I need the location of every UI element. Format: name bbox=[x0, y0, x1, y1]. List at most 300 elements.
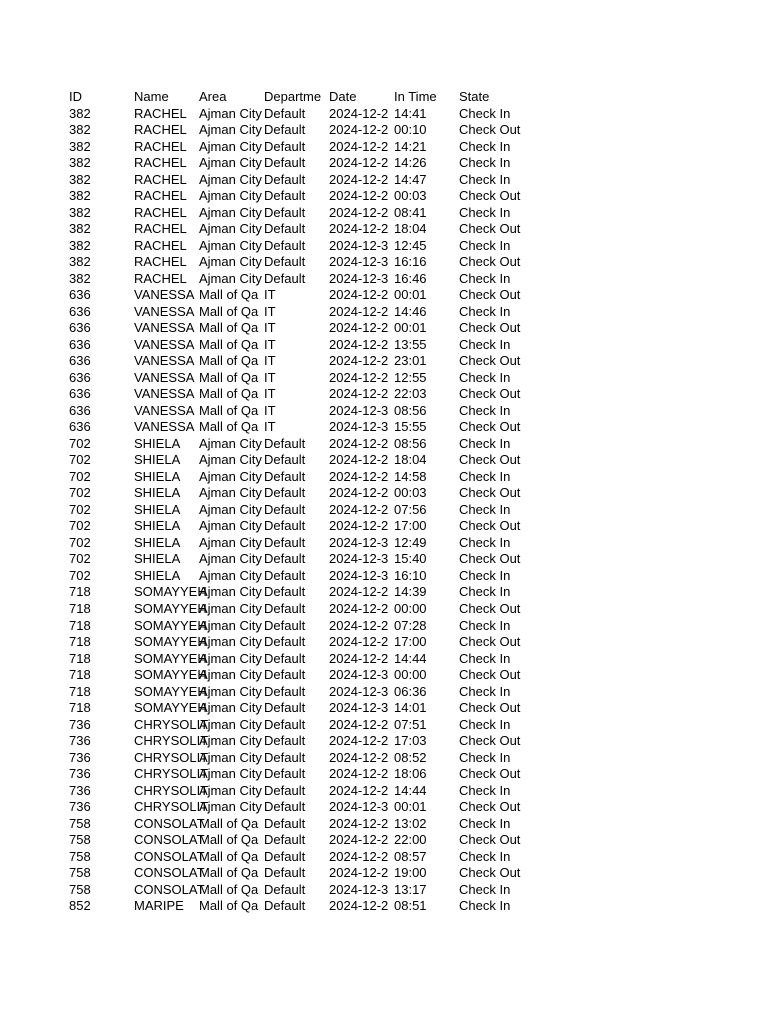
cell-in-time[interactable]: 12:49 bbox=[394, 534, 427, 550]
cell-date[interactable]: 2024-12-3 bbox=[329, 270, 389, 286]
cell-department[interactable]: Default bbox=[264, 881, 306, 897]
cell-date[interactable]: 2024-12-3 bbox=[329, 419, 389, 435]
cell-date[interactable]: 2024-12-2 bbox=[329, 766, 389, 782]
cell-department[interactable]: Default bbox=[264, 733, 306, 749]
cell-state[interactable]: Check Out bbox=[459, 600, 521, 616]
cell-department[interactable]: Default bbox=[264, 221, 306, 237]
cell-name[interactable]: VANESSA bbox=[134, 369, 195, 385]
cell-area[interactable]: Mall of Qa bbox=[199, 386, 259, 402]
cell-area[interactable]: Mall of Qa bbox=[199, 369, 259, 385]
cell-date[interactable]: 2024-12-3 bbox=[329, 700, 389, 716]
cell-department[interactable]: IT bbox=[264, 369, 276, 385]
cell-area[interactable]: Mall of Qa bbox=[199, 287, 259, 303]
cell-area[interactable]: Ajman City bbox=[199, 485, 262, 501]
cell-state[interactable]: Check In bbox=[459, 716, 511, 732]
cell-in-time[interactable]: 14:01 bbox=[394, 700, 427, 716]
cell-department[interactable]: Default bbox=[264, 138, 306, 154]
cell-date[interactable]: 2024-12-3 bbox=[329, 254, 389, 270]
cell-name[interactable]: CONSOLAT bbox=[134, 848, 205, 864]
cell-name[interactable]: RACHEL bbox=[134, 138, 187, 154]
cell-in-time[interactable]: 14:47 bbox=[394, 171, 427, 187]
cell-name[interactable]: SHIELA bbox=[134, 518, 181, 534]
cell-in-time[interactable]: 22:03 bbox=[394, 386, 427, 402]
cell-name[interactable]: SOMAYYEH bbox=[134, 600, 207, 616]
cell-id[interactable]: 382 bbox=[69, 254, 91, 270]
cell-name[interactable]: RACHEL bbox=[134, 122, 187, 138]
cell-state[interactable]: Check In bbox=[459, 303, 511, 319]
cell-id[interactable]: 636 bbox=[69, 320, 91, 336]
cell-state[interactable]: Check In bbox=[459, 683, 511, 699]
cell-state[interactable]: Check In bbox=[459, 138, 511, 154]
cell-department[interactable]: IT bbox=[264, 402, 276, 418]
cell-id[interactable]: 636 bbox=[69, 402, 91, 418]
cell-state[interactable]: Check In bbox=[459, 749, 511, 765]
cell-department[interactable]: Default bbox=[264, 832, 306, 848]
cell-department[interactable]: Default bbox=[264, 534, 306, 550]
cell-area[interactable]: Ajman City bbox=[199, 435, 262, 451]
cell-department[interactable]: IT bbox=[264, 287, 276, 303]
cell-id[interactable]: 718 bbox=[69, 584, 91, 600]
cell-area[interactable]: Mall of Qa bbox=[199, 815, 259, 831]
cell-date[interactable]: 2024-12-2 bbox=[329, 733, 389, 749]
cell-date[interactable]: 2024-12-3 bbox=[329, 237, 389, 253]
cell-date[interactable]: 2024-12-2 bbox=[329, 518, 389, 534]
cell-area[interactable]: Ajman City bbox=[199, 221, 262, 237]
cell-area[interactable]: Ajman City bbox=[199, 683, 262, 699]
cell-id[interactable]: 736 bbox=[69, 766, 91, 782]
cell-state[interactable]: Check Out bbox=[459, 733, 521, 749]
cell-name[interactable]: SHIELA bbox=[134, 452, 181, 468]
cell-state[interactable]: Check Out bbox=[459, 667, 521, 683]
cell-state[interactable]: Check Out bbox=[459, 386, 521, 402]
cell-area[interactable]: Ajman City bbox=[199, 584, 262, 600]
cell-name[interactable]: SOMAYYEH bbox=[134, 700, 207, 716]
cell-date[interactable]: 2024-12-2 bbox=[329, 584, 389, 600]
cell-name[interactable]: VANESSA bbox=[134, 419, 195, 435]
header-in-time[interactable]: In Time bbox=[394, 89, 437, 104]
cell-area[interactable]: Ajman City bbox=[199, 237, 262, 253]
cell-area[interactable]: Mall of Qa bbox=[199, 303, 259, 319]
cell-state[interactable]: Check Out bbox=[459, 353, 521, 369]
cell-name[interactable]: CONSOLAT bbox=[134, 832, 205, 848]
cell-area[interactable]: Ajman City bbox=[199, 733, 262, 749]
cell-in-time[interactable]: 13:02 bbox=[394, 815, 427, 831]
cell-date[interactable]: 2024-12-2 bbox=[329, 336, 389, 352]
cell-in-time[interactable]: 00:01 bbox=[394, 320, 427, 336]
cell-id[interactable]: 636 bbox=[69, 287, 91, 303]
cell-name[interactable]: CONSOLAT bbox=[134, 865, 205, 881]
cell-department[interactable]: Default bbox=[264, 766, 306, 782]
cell-id[interactable]: 758 bbox=[69, 881, 91, 897]
cell-id[interactable]: 702 bbox=[69, 435, 91, 451]
cell-state[interactable]: Check In bbox=[459, 881, 511, 897]
cell-date[interactable]: 2024-12-2 bbox=[329, 468, 389, 484]
cell-state[interactable]: Check Out bbox=[459, 452, 521, 468]
cell-name[interactable]: VANESSA bbox=[134, 303, 195, 319]
cell-date[interactable]: 2024-12-2 bbox=[329, 832, 389, 848]
cell-in-time[interactable]: 00:03 bbox=[394, 485, 427, 501]
cell-department[interactable]: IT bbox=[264, 353, 276, 369]
cell-id[interactable]: 718 bbox=[69, 683, 91, 699]
cell-department[interactable]: Default bbox=[264, 501, 306, 517]
cell-area[interactable]: Mall of Qa bbox=[199, 881, 259, 897]
cell-area[interactable]: Ajman City bbox=[199, 799, 262, 815]
cell-area[interactable]: Ajman City bbox=[199, 452, 262, 468]
cell-name[interactable]: VANESSA bbox=[134, 386, 195, 402]
cell-name[interactable]: RACHEL bbox=[134, 221, 187, 237]
cell-state[interactable]: Check In bbox=[459, 204, 511, 220]
cell-name[interactable]: CHRYSOLIT bbox=[134, 733, 209, 749]
cell-date[interactable]: 2024-12-2 bbox=[329, 386, 389, 402]
cell-name[interactable]: VANESSA bbox=[134, 402, 195, 418]
cell-in-time[interactable]: 17:00 bbox=[394, 634, 427, 650]
cell-date[interactable]: 2024-12-2 bbox=[329, 138, 389, 154]
cell-id[interactable]: 382 bbox=[69, 188, 91, 204]
cell-state[interactable]: Check Out bbox=[459, 766, 521, 782]
cell-department[interactable]: Default bbox=[264, 898, 306, 914]
cell-name[interactable]: VANESSA bbox=[134, 353, 195, 369]
cell-date[interactable]: 2024-12-2 bbox=[329, 716, 389, 732]
cell-in-time[interactable]: 07:28 bbox=[394, 617, 427, 633]
cell-state[interactable]: Check In bbox=[459, 468, 511, 484]
cell-area[interactable]: Ajman City bbox=[199, 105, 262, 121]
cell-id[interactable]: 382 bbox=[69, 138, 91, 154]
cell-state[interactable]: Check Out bbox=[459, 865, 521, 881]
cell-date[interactable]: 2024-12-2 bbox=[329, 501, 389, 517]
cell-date[interactable]: 2024-12-3 bbox=[329, 667, 389, 683]
cell-id[interactable]: 758 bbox=[69, 848, 91, 864]
header-state[interactable]: State bbox=[459, 89, 490, 104]
cell-state[interactable]: Check In bbox=[459, 848, 511, 864]
cell-area[interactable]: Ajman City bbox=[199, 518, 262, 534]
cell-in-time[interactable]: 08:51 bbox=[394, 898, 427, 914]
cell-id[interactable]: 636 bbox=[69, 386, 91, 402]
cell-name[interactable]: SOMAYYEH bbox=[134, 650, 207, 666]
cell-in-time[interactable]: 00:03 bbox=[394, 188, 427, 204]
cell-area[interactable]: Ajman City bbox=[199, 551, 262, 567]
cell-name[interactable]: SOMAYYEH bbox=[134, 667, 207, 683]
cell-in-time[interactable]: 17:00 bbox=[394, 518, 427, 534]
cell-name[interactable]: SOMAYYEH bbox=[134, 617, 207, 633]
cell-in-time[interactable]: 14:39 bbox=[394, 584, 427, 600]
cell-id[interactable]: 718 bbox=[69, 634, 91, 650]
cell-id[interactable]: 758 bbox=[69, 815, 91, 831]
cell-in-time[interactable]: 08:52 bbox=[394, 749, 427, 765]
cell-id[interactable]: 382 bbox=[69, 122, 91, 138]
cell-state[interactable]: Check In bbox=[459, 237, 511, 253]
cell-date[interactable]: 2024-12-2 bbox=[329, 634, 389, 650]
cell-area[interactable]: Ajman City bbox=[199, 716, 262, 732]
cell-id[interactable]: 382 bbox=[69, 221, 91, 237]
cell-id[interactable]: 736 bbox=[69, 733, 91, 749]
cell-department[interactable]: Default bbox=[264, 782, 306, 798]
cell-name[interactable]: VANESSA bbox=[134, 287, 195, 303]
cell-state[interactable]: Check Out bbox=[459, 551, 521, 567]
cell-date[interactable]: 2024-12-2 bbox=[329, 749, 389, 765]
cell-date[interactable]: 2024-12-2 bbox=[329, 848, 389, 864]
cell-in-time[interactable]: 08:56 bbox=[394, 435, 427, 451]
cell-state[interactable]: Check Out bbox=[459, 700, 521, 716]
cell-area[interactable]: Ajman City bbox=[199, 270, 262, 286]
cell-state[interactable]: Check In bbox=[459, 270, 511, 286]
cell-in-time[interactable]: 14:44 bbox=[394, 782, 427, 798]
cell-date[interactable]: 2024-12-3 bbox=[329, 683, 389, 699]
cell-in-time[interactable]: 14:46 bbox=[394, 303, 427, 319]
cell-in-time[interactable]: 18:04 bbox=[394, 221, 427, 237]
cell-department[interactable]: Default bbox=[264, 848, 306, 864]
cell-in-time[interactable]: 00:00 bbox=[394, 600, 427, 616]
cell-department[interactable]: Default bbox=[264, 584, 306, 600]
cell-department[interactable]: Default bbox=[264, 865, 306, 881]
cell-department[interactable]: Default bbox=[264, 716, 306, 732]
cell-state[interactable]: Check In bbox=[459, 402, 511, 418]
cell-date[interactable]: 2024-12-3 bbox=[329, 402, 389, 418]
cell-date[interactable]: 2024-12-2 bbox=[329, 815, 389, 831]
cell-state[interactable]: Check In bbox=[459, 155, 511, 171]
cell-date[interactable]: 2024-12-3 bbox=[329, 567, 389, 583]
cell-in-time[interactable]: 16:16 bbox=[394, 254, 427, 270]
cell-department[interactable]: IT bbox=[264, 320, 276, 336]
cell-name[interactable]: CHRYSOLIT bbox=[134, 749, 209, 765]
cell-id[interactable]: 736 bbox=[69, 716, 91, 732]
cell-name[interactable]: RACHEL bbox=[134, 204, 187, 220]
cell-name[interactable]: RACHEL bbox=[134, 188, 187, 204]
header-date[interactable]: Date bbox=[329, 89, 357, 104]
cell-department[interactable]: Default bbox=[264, 237, 306, 253]
cell-state[interactable]: Check In bbox=[459, 105, 511, 121]
cell-state[interactable]: Check Out bbox=[459, 634, 521, 650]
cell-name[interactable]: SHIELA bbox=[134, 468, 181, 484]
header-name[interactable]: Name bbox=[134, 89, 169, 104]
cell-name[interactable]: RACHEL bbox=[134, 270, 187, 286]
cell-area[interactable]: Ajman City bbox=[199, 138, 262, 154]
cell-id[interactable]: 736 bbox=[69, 782, 91, 798]
cell-date[interactable]: 2024-12-2 bbox=[329, 105, 389, 121]
cell-date[interactable]: 2024-12-2 bbox=[329, 122, 389, 138]
cell-id[interactable]: 702 bbox=[69, 468, 91, 484]
cell-state[interactable]: Check Out bbox=[459, 419, 521, 435]
cell-date[interactable]: 2024-12-2 bbox=[329, 287, 389, 303]
cell-area[interactable]: Mall of Qa bbox=[199, 832, 259, 848]
cell-area[interactable]: Ajman City bbox=[199, 171, 262, 187]
cell-in-time[interactable]: 15:40 bbox=[394, 551, 427, 567]
cell-id[interactable]: 702 bbox=[69, 567, 91, 583]
cell-in-time[interactable]: 13:55 bbox=[394, 336, 427, 352]
cell-department[interactable]: IT bbox=[264, 336, 276, 352]
cell-id[interactable]: 758 bbox=[69, 865, 91, 881]
cell-id[interactable]: 636 bbox=[69, 303, 91, 319]
cell-id[interactable]: 736 bbox=[69, 749, 91, 765]
cell-state[interactable]: Check In bbox=[459, 584, 511, 600]
cell-department[interactable]: Default bbox=[264, 551, 306, 567]
cell-state[interactable]: Check In bbox=[459, 782, 511, 798]
cell-department[interactable]: Default bbox=[264, 815, 306, 831]
cell-in-time[interactable]: 16:10 bbox=[394, 567, 427, 583]
cell-state[interactable]: Check Out bbox=[459, 518, 521, 534]
cell-state[interactable]: Check In bbox=[459, 898, 511, 914]
cell-department[interactable]: IT bbox=[264, 303, 276, 319]
cell-department[interactable]: Default bbox=[264, 155, 306, 171]
cell-department[interactable]: Default bbox=[264, 468, 306, 484]
cell-name[interactable]: SOMAYYEH bbox=[134, 683, 207, 699]
cell-area[interactable]: Ajman City bbox=[199, 667, 262, 683]
cell-name[interactable]: VANESSA bbox=[134, 320, 195, 336]
cell-in-time[interactable]: 08:56 bbox=[394, 402, 427, 418]
cell-id[interactable]: 702 bbox=[69, 501, 91, 517]
cell-date[interactable]: 2024-12-2 bbox=[329, 650, 389, 666]
cell-in-time[interactable]: 07:56 bbox=[394, 501, 427, 517]
cell-area[interactable]: Ajman City bbox=[199, 782, 262, 798]
cell-in-time[interactable]: 00:00 bbox=[394, 667, 427, 683]
cell-name[interactable]: SHIELA bbox=[134, 485, 181, 501]
cell-date[interactable]: 2024-12-2 bbox=[329, 485, 389, 501]
cell-id[interactable]: 636 bbox=[69, 336, 91, 352]
cell-area[interactable]: Ajman City bbox=[199, 567, 262, 583]
cell-in-time[interactable]: 23:01 bbox=[394, 353, 427, 369]
cell-in-time[interactable]: 13:17 bbox=[394, 881, 427, 897]
cell-department[interactable]: IT bbox=[264, 386, 276, 402]
cell-department[interactable]: Default bbox=[264, 452, 306, 468]
cell-name[interactable]: SHIELA bbox=[134, 435, 181, 451]
cell-name[interactable]: CONSOLAT bbox=[134, 815, 205, 831]
cell-department[interactable]: Default bbox=[264, 105, 306, 121]
cell-department[interactable]: Default bbox=[264, 254, 306, 270]
cell-area[interactable]: Mall of Qa bbox=[199, 336, 259, 352]
cell-department[interactable]: Default bbox=[264, 204, 306, 220]
cell-area[interactable]: Ajman City bbox=[199, 155, 262, 171]
cell-id[interactable]: 718 bbox=[69, 617, 91, 633]
cell-department[interactable]: Default bbox=[264, 435, 306, 451]
cell-area[interactable]: Ajman City bbox=[199, 188, 262, 204]
cell-state[interactable]: Check Out bbox=[459, 320, 521, 336]
cell-state[interactable]: Check Out bbox=[459, 832, 521, 848]
cell-state[interactable]: Check In bbox=[459, 369, 511, 385]
cell-date[interactable]: 2024-12-3 bbox=[329, 799, 389, 815]
cell-in-time[interactable]: 14:26 bbox=[394, 155, 427, 171]
cell-area[interactable]: Ajman City bbox=[199, 501, 262, 517]
cell-id[interactable]: 852 bbox=[69, 898, 91, 914]
cell-in-time[interactable]: 14:21 bbox=[394, 138, 427, 154]
cell-date[interactable]: 2024-12-2 bbox=[329, 369, 389, 385]
cell-name[interactable]: VANESSA bbox=[134, 336, 195, 352]
header-department[interactable]: Departme bbox=[264, 89, 322, 104]
cell-id[interactable]: 382 bbox=[69, 270, 91, 286]
cell-area[interactable]: Mall of Qa bbox=[199, 898, 259, 914]
cell-name[interactable]: RACHEL bbox=[134, 155, 187, 171]
cell-in-time[interactable]: 22:00 bbox=[394, 832, 427, 848]
cell-name[interactable]: RACHEL bbox=[134, 237, 187, 253]
cell-area[interactable]: Ajman City bbox=[199, 468, 262, 484]
cell-department[interactable]: Default bbox=[264, 799, 306, 815]
cell-area[interactable]: Ajman City bbox=[199, 650, 262, 666]
cell-in-time[interactable]: 14:44 bbox=[394, 650, 427, 666]
cell-department[interactable]: Default bbox=[264, 567, 306, 583]
cell-state[interactable]: Check In bbox=[459, 617, 511, 633]
cell-date[interactable]: 2024-12-2 bbox=[329, 204, 389, 220]
cell-date[interactable]: 2024-12-2 bbox=[329, 865, 389, 881]
cell-name[interactable]: SHIELA bbox=[134, 534, 181, 550]
cell-area[interactable]: Mall of Qa bbox=[199, 419, 259, 435]
cell-name[interactable]: SHIELA bbox=[134, 567, 181, 583]
cell-in-time[interactable]: 18:04 bbox=[394, 452, 427, 468]
cell-state[interactable]: Check In bbox=[459, 567, 511, 583]
cell-id[interactable]: 718 bbox=[69, 650, 91, 666]
cell-in-time[interactable]: 18:06 bbox=[394, 766, 427, 782]
cell-state[interactable]: Check Out bbox=[459, 799, 521, 815]
cell-area[interactable]: Mall of Qa bbox=[199, 865, 259, 881]
cell-in-time[interactable]: 00:01 bbox=[394, 287, 427, 303]
cell-name[interactable]: CONSOLAT bbox=[134, 881, 205, 897]
cell-name[interactable]: SHIELA bbox=[134, 551, 181, 567]
cell-department[interactable]: Default bbox=[264, 700, 306, 716]
cell-in-time[interactable]: 15:55 bbox=[394, 419, 427, 435]
cell-department[interactable]: Default bbox=[264, 650, 306, 666]
cell-id[interactable]: 382 bbox=[69, 155, 91, 171]
cell-date[interactable]: 2024-12-3 bbox=[329, 551, 389, 567]
cell-id[interactable]: 382 bbox=[69, 204, 91, 220]
cell-state[interactable]: Check In bbox=[459, 435, 511, 451]
cell-department[interactable]: Default bbox=[264, 600, 306, 616]
cell-area[interactable]: Ajman City bbox=[199, 204, 262, 220]
cell-id[interactable]: 636 bbox=[69, 353, 91, 369]
cell-id[interactable]: 702 bbox=[69, 485, 91, 501]
cell-state[interactable]: Check In bbox=[459, 650, 511, 666]
cell-in-time[interactable]: 08:41 bbox=[394, 204, 427, 220]
cell-department[interactable]: Default bbox=[264, 617, 306, 633]
cell-in-time[interactable]: 17:03 bbox=[394, 733, 427, 749]
cell-in-time[interactable]: 16:46 bbox=[394, 270, 427, 286]
cell-area[interactable]: Ajman City bbox=[199, 749, 262, 765]
cell-id[interactable]: 636 bbox=[69, 369, 91, 385]
cell-department[interactable]: Default bbox=[264, 122, 306, 138]
cell-in-time[interactable]: 12:55 bbox=[394, 369, 427, 385]
cell-state[interactable]: Check Out bbox=[459, 122, 521, 138]
cell-department[interactable]: Default bbox=[264, 667, 306, 683]
cell-id[interactable]: 382 bbox=[69, 105, 91, 121]
cell-id[interactable]: 718 bbox=[69, 600, 91, 616]
cell-id[interactable]: 702 bbox=[69, 452, 91, 468]
cell-date[interactable]: 2024-12-2 bbox=[329, 303, 389, 319]
cell-id[interactable]: 702 bbox=[69, 551, 91, 567]
cell-area[interactable]: Mall of Qa bbox=[199, 402, 259, 418]
cell-in-time[interactable]: 00:10 bbox=[394, 122, 427, 138]
cell-in-time[interactable]: 07:51 bbox=[394, 716, 427, 732]
cell-name[interactable]: CHRYSOLIT bbox=[134, 782, 209, 798]
cell-name[interactable]: RACHEL bbox=[134, 171, 187, 187]
cell-in-time[interactable]: 06:36 bbox=[394, 683, 427, 699]
cell-area[interactable]: Mall of Qa bbox=[199, 353, 259, 369]
cell-name[interactable]: RACHEL bbox=[134, 105, 187, 121]
cell-department[interactable]: Default bbox=[264, 485, 306, 501]
cell-area[interactable]: Ajman City bbox=[199, 122, 262, 138]
cell-id[interactable]: 718 bbox=[69, 667, 91, 683]
cell-state[interactable]: Check In bbox=[459, 501, 511, 517]
cell-name[interactable]: SOMAYYEH bbox=[134, 634, 207, 650]
cell-state[interactable]: Check Out bbox=[459, 254, 521, 270]
cell-id[interactable]: 702 bbox=[69, 534, 91, 550]
cell-area[interactable]: Ajman City bbox=[199, 700, 262, 716]
cell-id[interactable]: 636 bbox=[69, 419, 91, 435]
cell-name[interactable]: MARIPE bbox=[134, 898, 184, 914]
cell-date[interactable]: 2024-12-2 bbox=[329, 188, 389, 204]
cell-name[interactable]: CHRYSOLIT bbox=[134, 799, 209, 815]
cell-date[interactable]: 2024-12-2 bbox=[329, 320, 389, 336]
cell-name[interactable]: RACHEL bbox=[134, 254, 187, 270]
header-area[interactable]: Area bbox=[199, 89, 227, 104]
cell-state[interactable]: Check In bbox=[459, 171, 511, 187]
cell-date[interactable]: 2024-12-2 bbox=[329, 155, 389, 171]
cell-state[interactable]: Check Out bbox=[459, 188, 521, 204]
